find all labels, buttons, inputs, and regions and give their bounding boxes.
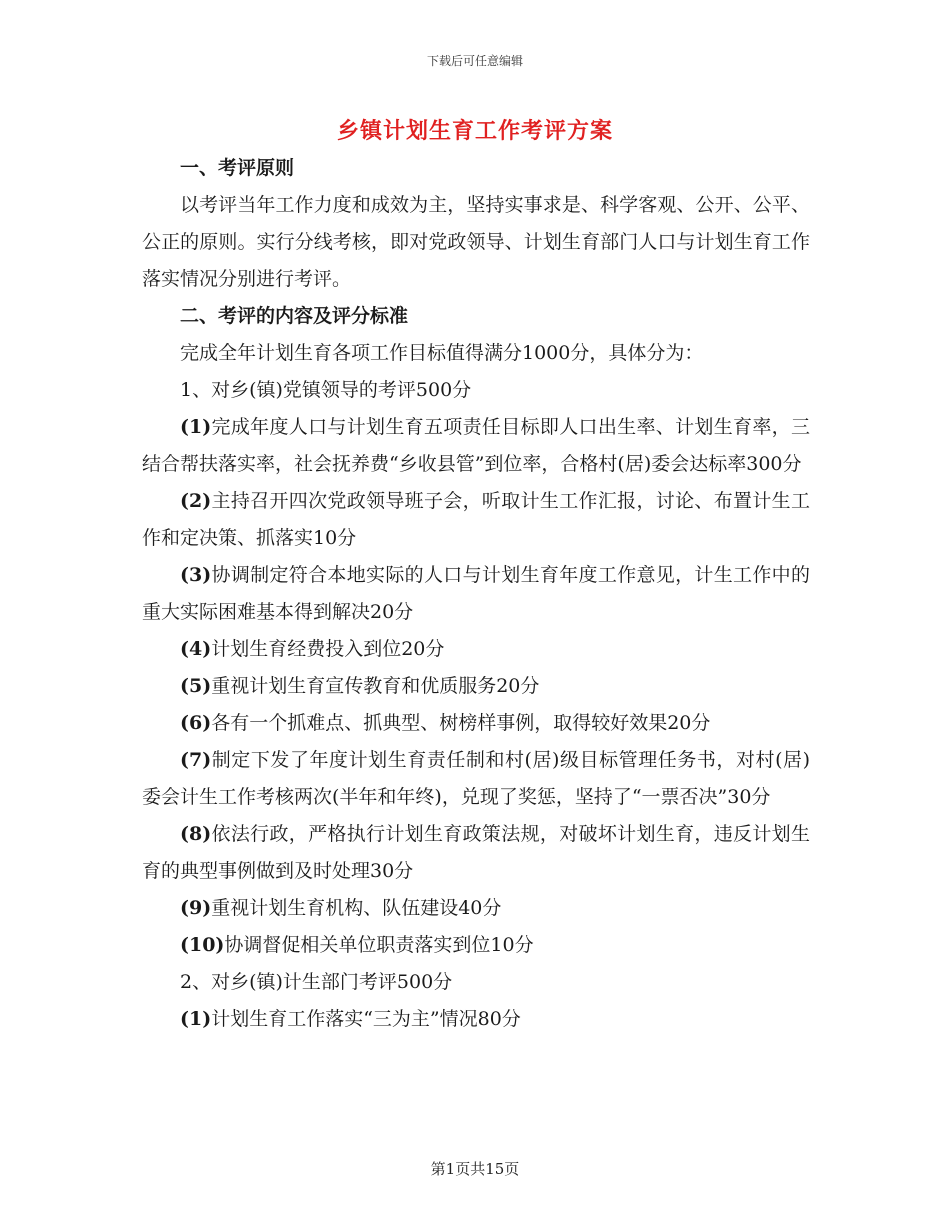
list-item	[142, 742, 810, 816]
list-item	[142, 705, 810, 742]
section-heading-1: 一、考评原则	[180, 157, 295, 179]
page-footer: 第1页共15页	[430, 1160, 520, 1178]
item-number: (10)	[180, 934, 225, 956]
list-item	[142, 890, 810, 927]
section-2-intro: 完成全年计划生育各项工作目标值得满分1000分，具体分为：	[180, 342, 704, 364]
item-text: 完成年度人口与计划生育五项责任目标即人口出生率、计划生育率，三结合帮扶落实率，社会抚养费“乡收县管”到位率，合格村(居)委会达标率300分	[142, 416, 810, 475]
section-heading-2: 二、考评的内容及评分标准	[180, 305, 409, 327]
item-number: (3)	[180, 564, 212, 586]
item-number: (5)	[180, 675, 212, 697]
section-1-paragraph: 以考评当年工作力度和成效为主，坚持实事求是、科学客观、公开、公平、公正的原则。实行分线考核，即对党政领导、计划生育部门人口与计划生育工作落实情况分别进行考评。	[142, 194, 810, 290]
list-item	[142, 668, 810, 705]
item-text: 各有一个抓难点、抓典型、树榜样事例，取得较好效果20分	[211, 712, 711, 734]
item-text: 协调制定符合本地实际的人口与计划生育年度工作意见，计生工作中的重大实际困难基本得到解决20分	[142, 564, 810, 623]
item-text: 重视计划生育机构、队伍建设40分	[211, 897, 502, 919]
list-item	[142, 816, 810, 890]
item-text: 制定下发了年度计划生育责任制和村(居)级目标管理任务书，对村(居)委会计生工作考核两次(半年和年终)，兑现了奖惩，坚持了“一票否决”30分	[142, 749, 810, 808]
list-item	[142, 1001, 810, 1038]
item-number: (1)	[180, 1008, 212, 1030]
part-2-title: 2、对乡(镇)计生部门考评500分	[180, 971, 453, 993]
item-number: (2)	[180, 490, 212, 512]
list-item	[142, 927, 810, 964]
item-number: (4)	[180, 638, 212, 660]
item-text: 计划生育工作落实“三为主”情况80分	[211, 1008, 521, 1030]
document-body	[142, 150, 810, 1038]
item-number: (9)	[180, 897, 212, 919]
list-item	[142, 483, 810, 557]
item-text: 计划生育经费投入到位20分	[211, 638, 445, 660]
item-text: 主持召开四次党政领导班子会，听取计生工作汇报，讨论、布置计生工作和定决策、抓落实10分	[142, 490, 810, 549]
item-number: (1)	[180, 416, 212, 438]
part-1-title: 1、对乡(镇)党镇领导的考评500分	[180, 379, 472, 401]
item-text: 依法行政，严格执行计划生育政策法规，对破坏计划生育，违反计划生育的典型事例做到及时处理30分	[142, 823, 810, 882]
document-title: 乡镇计划生育工作考评方案	[336, 118, 613, 144]
list-item	[142, 557, 810, 631]
item-number: (7)	[180, 749, 212, 771]
list-item	[142, 631, 810, 668]
item-text: 重视计划生育宣传教育和优质服务20分	[211, 675, 540, 697]
page-header: 下载后可任意编辑	[426, 54, 523, 68]
item-number: (6)	[180, 712, 212, 734]
item-text: 协调督促相关单位职责落实到位10分	[224, 934, 534, 956]
list-item	[142, 409, 810, 483]
item-number: (8)	[180, 823, 212, 845]
